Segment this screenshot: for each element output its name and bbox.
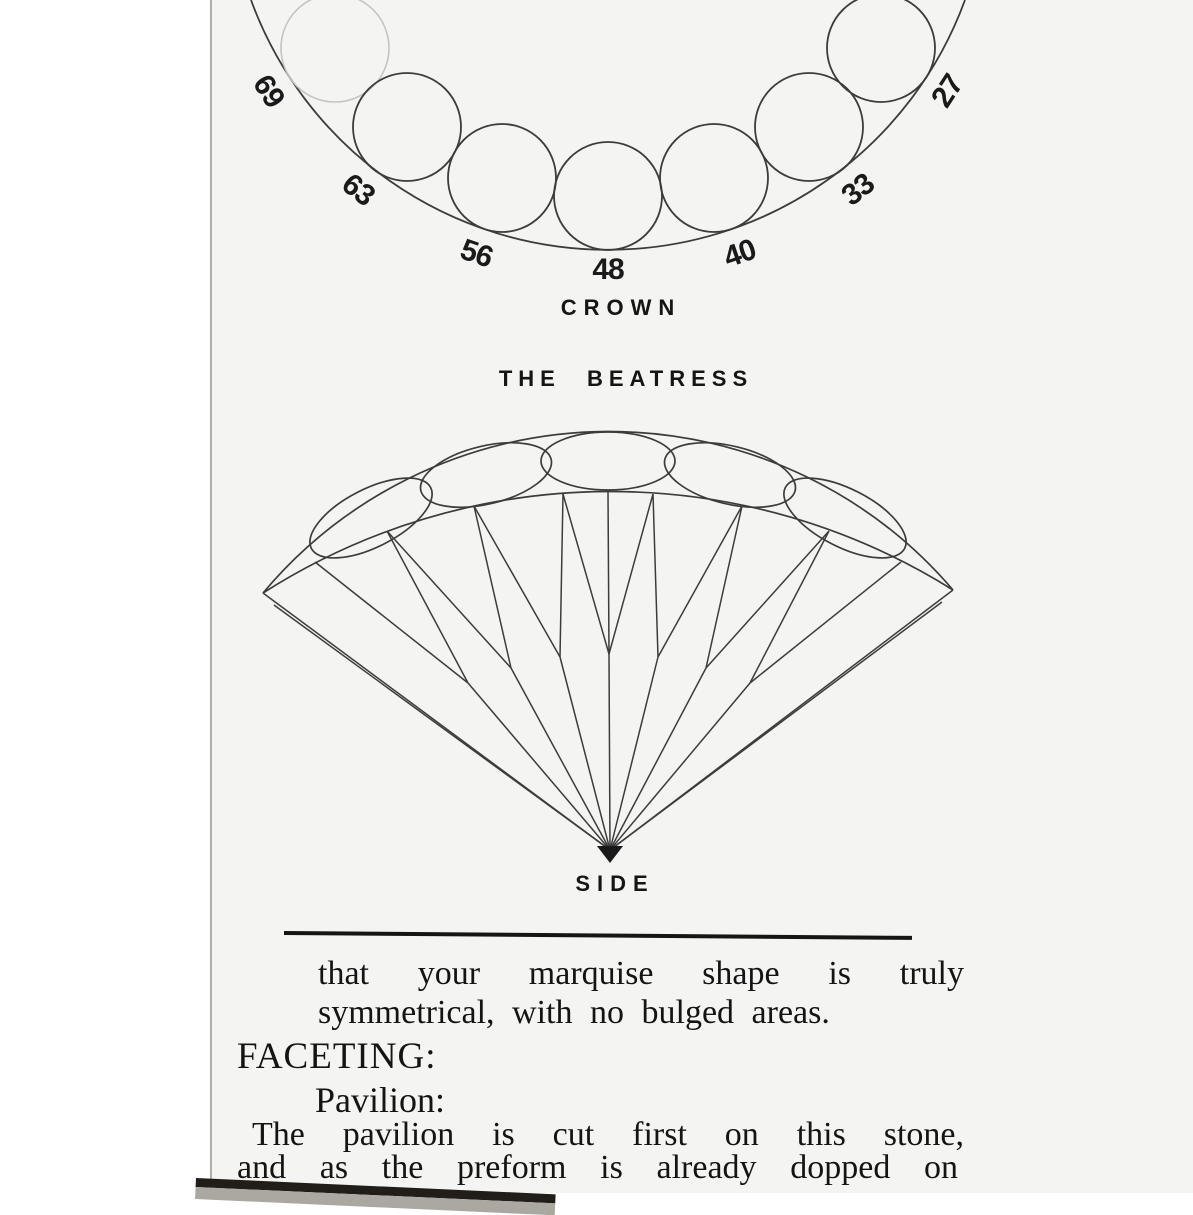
crown-girdle-arc [251, 0, 965, 250]
side-caption: SIDE [575, 871, 655, 896]
body-text-line: and as the preform is already dopped on [237, 1149, 958, 1186]
crown-index-label: 33 [835, 167, 881, 213]
section-heading: FACETING: [237, 1036, 437, 1077]
crown-index-label: 40 [719, 232, 760, 275]
crown-index-label: 69 [246, 69, 291, 114]
crown-facet-circle [660, 124, 768, 232]
body-text-line: that your marquise shape is truly [318, 955, 964, 992]
subsection-heading: Pavilion: [315, 1080, 446, 1120]
crown-facet-circle [554, 142, 662, 250]
crown-index-label: 27 [925, 69, 970, 114]
crown-index-label: 56 [456, 232, 497, 275]
crown-index-label: 63 [335, 167, 381, 213]
culet-marker [597, 846, 623, 863]
body-text-line: symmetrical, with no bulged areas. [318, 994, 830, 1031]
crown-facet-circle [353, 73, 461, 181]
crown-caption: CROWN [560, 295, 682, 320]
crown-facet-circle [448, 124, 556, 232]
page-title: THE BEATRESS [498, 366, 754, 391]
side-diagram [263, 431, 953, 863]
body-text-line: The pavilion is cut first on this stone, [252, 1116, 964, 1153]
side-pavilion-lines [263, 492, 953, 850]
crown-diagram [246, 0, 970, 286]
crown-facet-circle [827, 0, 935, 102]
crown-facet-circle [281, 0, 389, 102]
crown-index-label: 48 [592, 252, 624, 286]
